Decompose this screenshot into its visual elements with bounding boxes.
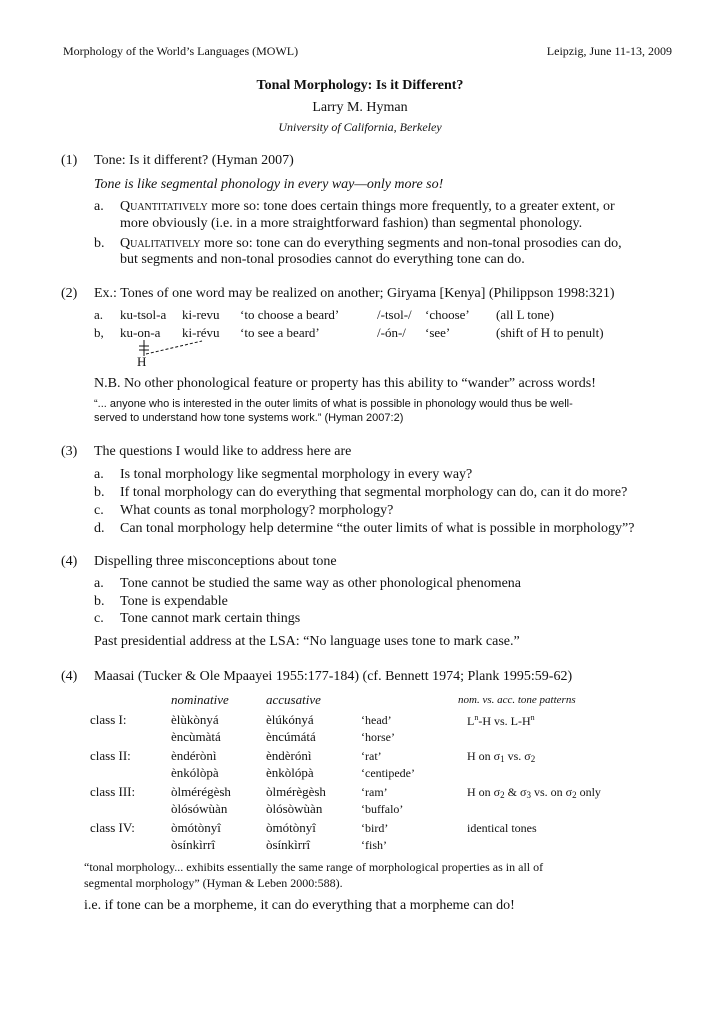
class-1-pattern (467, 713, 535, 729)
section-4-heading: Dispelling three misconceptions about tone (94, 554, 337, 569)
example-a-label: a. (94, 307, 104, 322)
high-tone-label: H (137, 354, 147, 369)
section-1-heading: Tone: Is it different? (Hyman 2007) (94, 153, 294, 168)
example-a-gloss: ‘to choose a beard’ (240, 307, 340, 322)
misconception-c-text: Tone cannot mark certain things (120, 611, 301, 626)
class-1-accusative-2: èncúmátá (266, 729, 316, 744)
running-header-right: Leipzig, June 11-13, 2009 (546, 44, 672, 58)
class-3-nominative-1: òlmérégèsh (171, 784, 231, 799)
question-c-text: What counts as tonal morphology? morphology? (120, 503, 394, 518)
section-1-a-line1 (120, 199, 615, 215)
example-a-note: (all L tone) (496, 307, 554, 322)
class-4-nominative-1: òmótònyî (171, 820, 221, 835)
class-4-gloss-1: ‘bird’ (361, 821, 389, 835)
section-3-number: (3) (61, 444, 78, 459)
nb-note: N.B. No other phonological feature or property has this ability to “wander” across words! (94, 376, 596, 391)
class-4-nominative-2: òsínkìrrî (171, 837, 216, 852)
example-b-word2: ki-révu (182, 325, 220, 340)
class-1-gloss-2: ‘horse’ (361, 730, 395, 744)
section-1-a-label: a. (94, 199, 104, 214)
example-a-root-gloss: ‘choose’ (425, 307, 470, 322)
class-3-gloss-1: ‘ram’ (361, 785, 388, 799)
pattern-text: vs. σ (504, 749, 531, 763)
section-3-heading: The questions I would like to address here are (94, 444, 352, 459)
example-a-word1: ku-tsol-a (120, 307, 167, 322)
quote-line-1: “... anyone who is interested in the outer limits of what is possible in phonology would thus be well- (94, 398, 573, 410)
pattern-l: L (467, 714, 475, 728)
hyman-leben-quote-line-1: “tonal morphology... exhibits essentially the same range of morphological properties as in all of (84, 860, 544, 874)
example-b-word1: ku-on-a (120, 325, 161, 340)
pattern-text: & σ (504, 785, 527, 799)
class-2-gloss-2: ‘centipede’ (361, 766, 415, 780)
pattern-text: H on σ (467, 749, 501, 763)
pattern-subscript: 3 (526, 790, 531, 800)
question-a-label: a. (94, 467, 104, 482)
class-1-label: class I: (90, 712, 127, 727)
pattern-text: -H vs. L-H (478, 714, 531, 728)
class-2-label: class II: (90, 748, 131, 763)
class-3-pattern (467, 785, 601, 800)
question-c-label: c. (94, 503, 104, 518)
section-1-b-text: more so: tone can do everything segments and non-tonal prosodies can do, (200, 236, 622, 251)
class-4-accusative-1: òmótònyî (266, 820, 316, 835)
pattern-subscript: 2 (572, 790, 577, 800)
pattern-sup-n: n (474, 713, 479, 722)
section-2-number: (2) (61, 286, 78, 301)
example-b-root-gloss: ‘see’ (425, 325, 451, 340)
class-1-accusative-1: èlúkónyá (266, 712, 314, 727)
section-1-a-line2: more obviously (i.e. in a more straightforward fashion) than segmental phonology. (120, 216, 583, 231)
class-2-pattern (467, 749, 535, 764)
question-b-text: If tonal morphology can do everything that segmental morphology can do, can it do more? (120, 485, 628, 500)
quantitatively-term: Quantitatively (120, 199, 208, 214)
pattern-text: only (576, 785, 601, 799)
example-b-gloss: ‘to see a beard’ (240, 325, 320, 340)
section-1-number: (1) (61, 153, 78, 168)
pattern-sup-n: n (530, 713, 535, 722)
section-1-b-label: b. (94, 236, 105, 251)
column-nominative: nominative (171, 692, 229, 707)
example-a-word2: ki-revu (182, 307, 220, 322)
column-tone-patterns: nom. vs. acc. tone patterns (458, 694, 576, 706)
class-4-label: class IV: (90, 820, 135, 835)
question-b-label: b. (94, 485, 105, 500)
misconception-b-text: Tone is expendable (120, 594, 228, 609)
running-header-left: Morphology of the World’s Languages (MOWL) (63, 44, 299, 58)
class-2-accusative-1: èndèrónì (266, 748, 312, 763)
question-d-label: d. (94, 521, 105, 536)
class-1-nominative-1: èlùkònyá (171, 712, 219, 727)
class-2-accusative-2: ènkòlópà (266, 765, 314, 780)
class-3-accusative-1: òlmérègèsh (266, 784, 326, 799)
class-3-gloss-2: ‘buffalo’ (361, 802, 404, 816)
class-2-nominative-1: èndérònì (171, 748, 217, 763)
pattern-text: vs. on σ (530, 785, 573, 799)
question-a-text: Is tonal morphology like segmental morphology in every way? (120, 467, 473, 482)
author-affiliation: University of California, Berkeley (278, 120, 442, 134)
example-b-root: /-ón-/ (377, 325, 406, 340)
misconception-a-label: a. (94, 576, 104, 591)
author-name: Larry M. Hyman (312, 100, 408, 115)
misconception-a-text: Tone cannot be studied the same way as other phonological phenomena (120, 576, 522, 591)
class-3-accusative-2: òlósòwùàn (266, 801, 323, 816)
dashed-association-line (146, 341, 202, 354)
quote-line-2: served to understand how tone systems work.” (Hyman 2007:2) (94, 412, 404, 424)
pattern-text: H on σ (467, 785, 501, 799)
class-4-gloss-2: ‘fish’ (361, 838, 387, 852)
class-4-pattern: identical tones (467, 821, 537, 835)
class-1-gloss-1: ‘head’ (361, 713, 392, 727)
class-2-nominative-2: ènkólòpà (171, 765, 219, 780)
pattern-subscript: 2 (500, 790, 505, 800)
hyman-leben-quote-line-2: segmental morphology” (Hyman & Leben 2000:588). (84, 876, 343, 890)
class-3-label: class III: (90, 784, 136, 799)
example-b-note: (shift of H to penult) (496, 325, 604, 340)
class-4-accusative-2: òsínkìrrî (266, 837, 311, 852)
question-d-text: Can tonal morphology help determine “the outer limits of what is possible in morphology”? (120, 521, 635, 536)
section-4-number: (4) (61, 554, 78, 569)
section-5-number: (4) (61, 669, 78, 684)
conclusion: i.e. if tone can be a morpheme, it can do everything that a morpheme can do! (84, 898, 515, 913)
class-2-gloss-1: ‘rat’ (361, 749, 382, 763)
pattern-subscript: 1 (500, 754, 505, 764)
misconception-b-label: b. (94, 594, 105, 609)
example-a-root: /-tsol-/ (377, 307, 412, 322)
section-1-b-line1 (120, 236, 622, 252)
column-accusative: accusative (266, 692, 321, 707)
section-2-heading: Ex.: Tones of one word may be realized on another; Giryama [Kenya] (Philippson 1998:321) (94, 286, 615, 301)
misconception-c-label: c. (94, 611, 104, 626)
section-1-a-text: more so: tone does certain things more frequently, to a greater extent, or (207, 199, 615, 214)
section-5-heading: Maasai (Tucker & Ole Mpaayei 1955:177-184) (cf. Bennett 1974; Plank 1995:59-62) (94, 669, 573, 684)
class-3-nominative-2: òlósówùàn (171, 801, 228, 816)
section-1-b-line2: but segments and non-tonal prosodies cannot do everything tone can do. (120, 252, 525, 267)
pattern-subscript: 2 (530, 754, 536, 764)
section-1-claim: Tone is like segmental phonology in every way—only more so! (94, 177, 444, 192)
lsa-quote: Past presidential address at the LSA: “No language uses tone to mark case.” (94, 634, 520, 649)
page-title: Tonal Morphology: Is it Different? (256, 78, 464, 93)
qualitatively-term: Qualitatively (120, 236, 201, 251)
example-b-label: b, (94, 325, 104, 340)
class-1-nominative-2: èncùmàtá (171, 729, 221, 744)
